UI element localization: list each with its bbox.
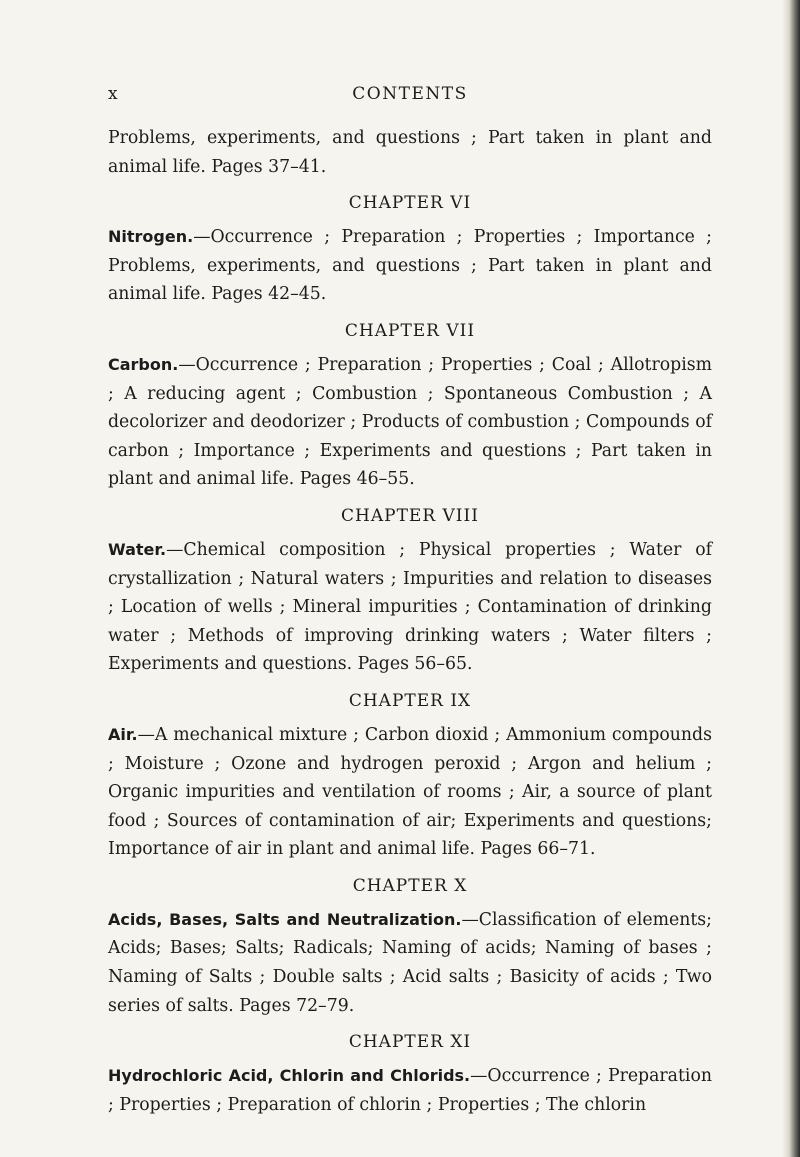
chapter-summary: —Occurrence ; Preparation ; Properties ; Coal ; Allotropism ; A reducing agent ; Combustion ; Spontaneous Combustion ; A decolorizer and deodorizer ; Products of combustion ; Compounds of carbon ; Importance ; Experiments and questions ; Part taken in plant and animal life. Pages 46–55. bbox=[108, 354, 712, 490]
chapter-heading: CHAPTER VI bbox=[348, 193, 472, 214]
chapter-entry bbox=[108, 223, 712, 309]
chapter-title: Acids, Bases, Salts and Neutralization. bbox=[108, 909, 462, 929]
intro-entry: Problems, experiments, and questions ; Part taken in plant and animal life. Pages 37–41. bbox=[108, 128, 712, 177]
chapter-heading: CHAPTER XI bbox=[348, 1032, 472, 1053]
chapter-entry bbox=[108, 721, 712, 864]
chapter-heading: CHAPTER X bbox=[352, 875, 468, 896]
chapter-summary: —Occurrence ; Preparation ; Properties ; Importance ; Problems, experiments, and questions ; Part taken in plant and animal life. Pages 42–45. bbox=[108, 227, 712, 305]
chapter-entry bbox=[108, 1062, 712, 1119]
page-number: x bbox=[108, 84, 119, 104]
contents-body bbox=[108, 124, 712, 1119]
chapter-title: Air. bbox=[108, 724, 138, 744]
chapter-title: Carbon. bbox=[108, 354, 179, 374]
chapter-title: Hydrochloric Acid, Chlorin and Chlorids. bbox=[108, 1066, 471, 1086]
chapter-entry bbox=[108, 351, 712, 494]
chapter-entry bbox=[108, 906, 712, 1020]
chapter-heading: CHAPTER VII bbox=[344, 320, 476, 341]
chapter-summary: —Chemical composition ; Physical properties ; Water of crystallization ; Natural waters ; Impurities and relation to diseases ; Location of wells ; Mineral impurities ; Contamination of drinking water ; Methods of improving drinking waters ; Water filters ; Experiments and questions. Pages 56–65. bbox=[108, 539, 712, 675]
chapter-title: Water. bbox=[108, 539, 167, 559]
chapter-summary: —Classification of elements; Acids; Bases; Salts; Radicals; Naming of acids; Naming of bases ; Naming of Salts ; Double salts ; Acid salts ; Basicity of acids ; Two series of salts. Pages 72–79. bbox=[108, 909, 712, 1016]
chapter-entry bbox=[108, 536, 712, 679]
page-edge-shadow bbox=[782, 0, 800, 1157]
chapter-summary: —A mechanical mixture ; Carbon dioxid ; Ammonium compounds ; Moisture ; Ozone and hydrogen peroxid ; Argon and helium ; Organic impurities and ventilation of rooms ; Air, a source of plant food ; Sources of contamination of air; Experiments and questions; Importance of air in plant and animal life. Pages 66–71. bbox=[108, 724, 712, 860]
running-title: CONTENTS bbox=[352, 84, 468, 104]
chapter-title: Nitrogen. bbox=[108, 227, 194, 247]
chapter-heading: CHAPTER IX bbox=[348, 690, 472, 711]
chapter-heading: CHAPTER VIII bbox=[341, 505, 479, 526]
chapter-summary: —Occurrence ; Preparation ; Properties ; Preparation of chlorin ; Properties ; The chlorin bbox=[108, 1066, 712, 1115]
page-header bbox=[108, 84, 712, 108]
